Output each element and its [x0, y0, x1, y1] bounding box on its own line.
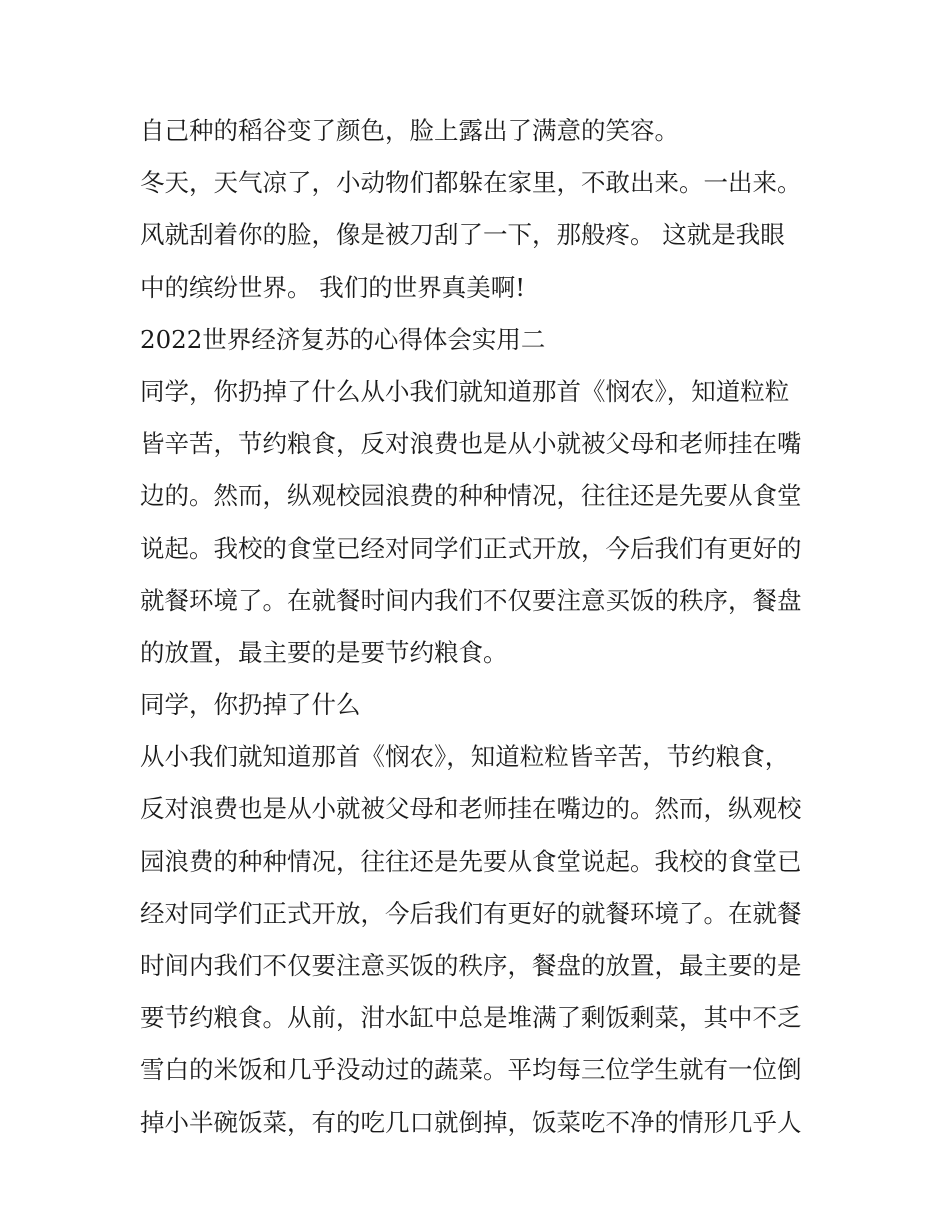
subheading: 同学，你扔掉了什么: [140, 690, 361, 720]
text-line: 经对同学们正式开放，今后我们有更好的就餐环境了。在就餐: [140, 898, 802, 928]
text-line: 说起。我校的食堂已经对同学们正式开放，今后我们有更好的: [140, 533, 802, 563]
text-line: 皆辛苦，节约粮食，反对浪费也是从小就被父母和老师挂在嘴: [140, 429, 802, 459]
text-line: 自己种的稻谷变了颜色，脸上露出了满意的笑容。: [140, 116, 679, 145]
document-body: [140, 105, 820, 1149]
text-line: 冬天，天气凉了，小动物们都躲在家里，不敢出来。一出来。: [140, 168, 802, 198]
text-line: 掉小半碗饭菜，有的吃几口就倒掉，饭菜吃不净的情形几乎人: [140, 1107, 802, 1137]
text-line: 风就刮着你的脸，像是被刀刮了一下，那般疼。 这就是我眼: [140, 220, 785, 250]
text-line: 时间内我们不仅要注意买饭的秩序，餐盘的放置，最主要的是: [140, 951, 802, 980]
text-line: 从小我们就知道那首《悯农》，知道粒粒皆辛苦，节约粮食，: [140, 742, 790, 772]
text-line: 同学，你扔掉了什么从小我们就知道那首《悯农》，知道粒粒: [140, 376, 790, 406]
section-heading: 2022世界经济复苏的心得体会实用二: [140, 324, 546, 354]
text-line: 雪白的米饭和几乎没动过的蔬菜。平均每三位学生就有一位倒: [140, 1055, 802, 1085]
text-line: 园浪费的种种情况，往往还是先要从食堂说起。我校的食堂已: [140, 846, 802, 876]
text-line: 的放置，最主要的是要节约粮食。: [140, 637, 508, 667]
text-line: 就餐环境了。在就餐时间内我们不仅要注意买饭的秩序，餐盘: [140, 585, 802, 615]
text-line: 反对浪费也是从小就被父母和老师挂在嘴边的。然而，纵观校: [140, 794, 802, 824]
text-line: 中的缤纷世界。 我们的世界真美啊!: [140, 272, 526, 302]
text-line: 要节约粮食。从前，泔水缸中总是堆满了剩饭剩菜，其中不乏: [140, 1003, 802, 1033]
text-line: 边的。然而，纵观校园浪费的种种情况，往往还是先要从食堂: [140, 481, 802, 511]
